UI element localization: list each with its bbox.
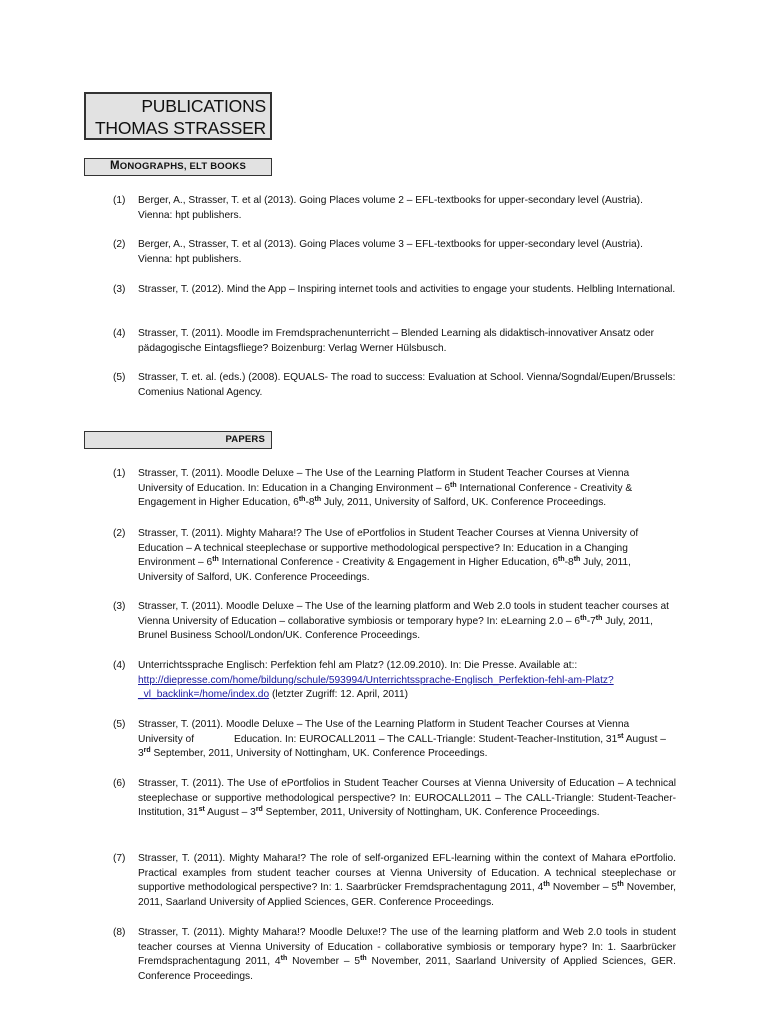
item-text: Strasser, T. (2011). Moodle Deluxe – The Use of the Learning Platform in Student Teacher Courses at Vienna University of Education. In: Education in a Changing Environment – 6th International Conference - Creativity & Engagement in Higher Education, 6th-8th July, 2011, University of Salford, UK. Conference Proceedings. [138,468,633,509]
monographs-label-rest2: ELT BOOKS [189,161,247,172]
page-title [84,92,272,140]
list-item [113,467,676,511]
title-line-author: THOMAS STRASSER [94,118,266,138]
item-number: (1) [113,468,126,479]
list-item [113,852,676,910]
item-text: Strasser, T. (2011). Mighty Mahara!? The Use of ePortfolios in Student Teacher Courses at Vienna University of Education – A technical steeplechase or supportive methodological perspective? In: Education in a Changing Environment – 6th International Conference - Creativity & Engagement in Higher Education, 6th-8th July, 2011, University of Salford, UK. Conference Proceedings. [138,528,639,583]
item-number: (1) [113,195,126,206]
list-item [113,926,676,984]
presse-article-link[interactable]: http://diepresse.com/home/bildung/schule/593994/Unterrichtssprache-Englisch_Perfektion-fehl-am-Platz?_vl_backlink=/home/index.do [138,674,614,701]
item-number: (8) [113,927,126,938]
item-number: (4) [113,328,126,339]
item-text: Strasser, T. (2011). Mighty Mahara!? The role of self-organized EFL-learning within the context of Mahara ePortfolio. Practical examples from student teacher courses at Vienna University of Education. A technical steeplechase or supportive methodological perspective? In: 1. Saarbrücker Fremdsprachentagung 2011, 4th November – 5th November, 2011, Saarland University of Applied Sciences, GER. Conference Proceedings. [138,853,676,908]
list-item [113,718,676,762]
monographs-label-sep: , [183,161,190,172]
item-text: Strasser, T. (2011). The Use of ePortfolios in Student Teacher Courses at Vienna University of Education – A technical steeplechase or supportive methodological perspective? In: EUROCALL2011 – The CALL-Triangle: Student-Teacher-Institution, 31st August – 3rd September, 2011, University of Nottingham, UK. Conference Proceedings. [138,778,676,819]
item-number: (3) [113,601,126,612]
item-number: (5) [113,372,126,383]
list-item [113,194,676,223]
list-item [113,238,676,267]
section-header-monographs [84,158,272,176]
monographs-label-cap: M [109,160,120,172]
list-item [113,527,676,585]
item-text: Strasser, T. (2011). Moodle Deluxe – The Use of the learning platform and Web 2.0 tools in student teacher courses at Vienna University of Education – collaborative symbiosis or temporary hype? In: eLearning 2.0 – 6th-7th July, 2011, Brunel Business School/London/UK. Conference Proceedings. [138,601,669,642]
item-number: (2) [113,239,126,250]
list-item [113,777,676,821]
list-item [113,600,676,644]
item-number: (3) [113,284,126,295]
item-text: Strasser, T. et. al. (eds.) (2008). EQUALS- The road to success: Evaluation at School. Vienna/Sogndal/Eupen/Brussels: Comenius National Agency. [138,372,676,398]
item-number: (5) [113,719,126,730]
item-number: (6) [113,778,126,789]
item-number: (7) [113,853,126,864]
list-item [113,283,676,298]
monographs-label-rest1: ONOGRAPHS [119,161,184,172]
title-line-publications: PUBLICATIONS [141,96,266,116]
item-number: (4) [113,660,126,671]
list-item [113,659,676,703]
list-item [113,327,676,356]
item-text: Berger, A., Strasser, T. et al (2013). Going Places volume 3 – EFL-textbooks for upper-secondary level (Austria). Vienna: hpt publishers. [138,239,643,265]
item-text: Unterrichtssprache Englisch: Perfektion fehl am Platz? (12.09.2010). In: Die Presse. Available at:: http://diepresse.com/home/bildung/schule/593994/Unterrichtssprache-Englisch_Perfektion-fehl-am-Platz?_vl_backlink=/home/index.do (letzter Zugriff: 12. April, 2011) [138,660,614,701]
item-text: Strasser, T. (2011). Moodle im Fremdsprachenunterricht – Blended Learning als didaktisch-innovativer Ansatz oder pädagogische Eintagsfliege? Boizenburg: Verlag Werner Hülsbusch. [138,328,655,354]
item-text: Berger, A., Strasser, T. et al (2013). Going Places volume 2 – EFL-textbooks for upper-secondary level (Austria). Vienna: hpt publishers. [138,195,643,221]
item-number: (2) [113,528,126,539]
item-text: Strasser, T. (2012). Mind the App – Inspiring internet tools and activities to engage your students. Helbling International. [138,284,676,295]
item-text: Strasser, T. (2011). Moodle Deluxe – The Use of the Learning Platform in Student Teacher Courses at Vienna University of Education. In: EUROCALL2011 – The CALL-Triangle: Student-Teacher-Institution, 31st August – 3rd September, 2011, University of Nottingham, UK. Conference Proceedings. [138,719,666,760]
list-item [113,371,676,400]
section-header-papers: PAPERS [84,431,272,449]
item-text: Strasser, T. (2011). Mighty Mahara!? Moodle Deluxe!? The use of the learning platform and Web 2.0 tools in student teacher courses at Vienna University of Education - collaborative symbiosis or temporary hype? In: 1. Saarbrücker Fremdsprachentagung 2011, 4th November – 5th November, 2011, Saarland University of Applied Sciences, GER. Conference Proceedings. [138,927,676,982]
